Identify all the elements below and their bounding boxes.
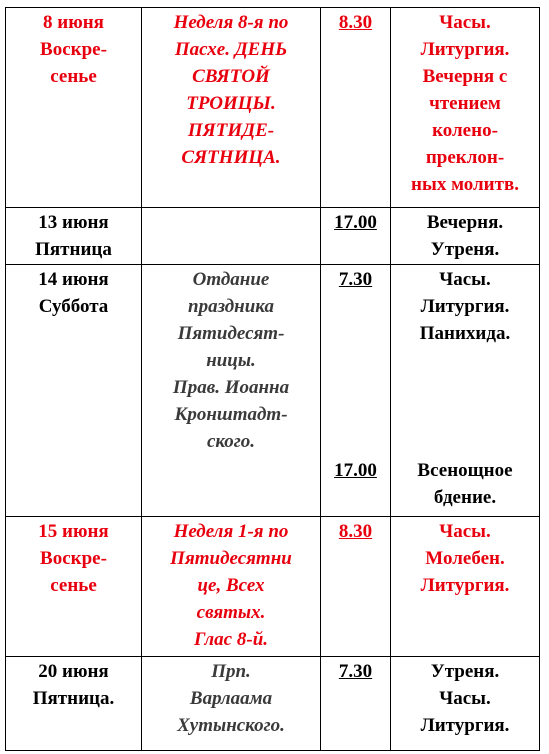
service-line: Всенощное (417, 460, 513, 481)
feast-line: Пасхе. ДЕНЬ (174, 39, 288, 60)
time-cell (321, 208, 391, 265)
feast-line: Кронштадт- (174, 404, 288, 425)
service-time: 8.30 (338, 12, 373, 33)
time-cell (321, 8, 391, 208)
table-row (6, 517, 540, 657)
feast-line: Глас 8-й. (193, 629, 269, 650)
services-cell (391, 517, 540, 657)
service-line: Часы. (439, 269, 491, 290)
service-time: 8.30 (338, 521, 373, 542)
service-time: 7.30 (338, 269, 373, 290)
date-line: Воскре- (40, 548, 107, 569)
feast-line: Варлаама (189, 688, 273, 709)
feast-line: це, Всех (197, 575, 265, 596)
date-cell (6, 657, 142, 751)
service-line: Часы. (439, 521, 491, 542)
feast-line: ТРОИЦЫ. (186, 93, 276, 114)
evening-services (391, 457, 539, 511)
table-row (6, 8, 540, 208)
date-cell (6, 8, 142, 208)
feast-line: СЯТНИЦА. (181, 147, 281, 168)
services-cell (391, 657, 540, 751)
service-line: ных молитв. (411, 174, 519, 195)
service-line: Утреня. (430, 661, 500, 682)
feast-line: Неделя 8-я по (173, 12, 289, 33)
date-cell (6, 517, 142, 657)
service-line: Литургия. (420, 296, 510, 317)
date-line: 14 июня (38, 269, 109, 290)
feast-line: Пятидесятни (170, 548, 292, 569)
date-line: 8 июня (43, 12, 104, 33)
table-row (6, 208, 540, 265)
feast-line: Прав. Иоанна (172, 377, 290, 398)
feast-cell (142, 657, 321, 751)
service-line: Вечерня. (426, 212, 504, 233)
feast-line: праздника (188, 296, 274, 317)
date-line: 15 июня (38, 521, 109, 542)
feast-line: Неделя 1-я по (173, 521, 289, 542)
service-line: Часы. (439, 688, 491, 709)
date-line: 20 июня (38, 661, 109, 682)
feast-line: Прп. (211, 661, 251, 682)
service-time: 7.30 (338, 661, 373, 682)
feast-cell (142, 265, 321, 517)
service-line: бдение. (433, 487, 497, 508)
service-line: Часы. (439, 12, 491, 33)
service-time-evening: 17.00 (334, 460, 377, 481)
feast-line: СВЯТОЙ (192, 66, 270, 87)
service-line: Литургия. (420, 715, 510, 736)
table-row (6, 657, 540, 751)
time-cell (321, 657, 391, 751)
services-cell (391, 208, 540, 265)
feast-cell (142, 517, 321, 657)
service-line: Утреня. (430, 239, 500, 260)
date-line: сенье (50, 66, 97, 87)
feast-line: Отдание (192, 269, 270, 290)
date-line: Воскре- (40, 39, 107, 60)
feast-cell (142, 8, 321, 208)
service-line: преклон- (425, 147, 505, 168)
date-line: Суббота (38, 296, 109, 317)
date-line: Пятница. (32, 688, 115, 709)
service-line: Молебен. (425, 548, 505, 569)
date-line: сенье (50, 575, 97, 596)
schedule-table (5, 7, 540, 751)
feast-line: святых. (196, 602, 266, 623)
table-row (6, 265, 540, 517)
services-cell (391, 265, 540, 517)
feast-line: ницы. (206, 350, 256, 371)
service-line: Панихида. (419, 323, 511, 344)
date-line: Пятница (35, 239, 112, 260)
feast-cell (142, 208, 321, 265)
time-cell (321, 265, 391, 517)
services-cell (391, 8, 540, 208)
feast-line: Хутынского. (177, 715, 285, 736)
feast-line: ПЯТИДЕ- (187, 120, 275, 141)
service-line: Вечерня с (422, 66, 508, 87)
service-line: Литургия. (420, 39, 510, 60)
service-time: 17.00 (334, 212, 377, 233)
date-cell (6, 208, 142, 265)
feast-line: Пятидесят- (177, 323, 285, 344)
service-line: колено- (432, 120, 498, 141)
service-line: чтением (429, 93, 501, 114)
date-cell (6, 265, 142, 517)
service-line: Литургия. (420, 575, 510, 596)
feast-line: ского. (206, 431, 256, 452)
date-line: 13 июня (38, 212, 109, 233)
time-cell (321, 517, 391, 657)
